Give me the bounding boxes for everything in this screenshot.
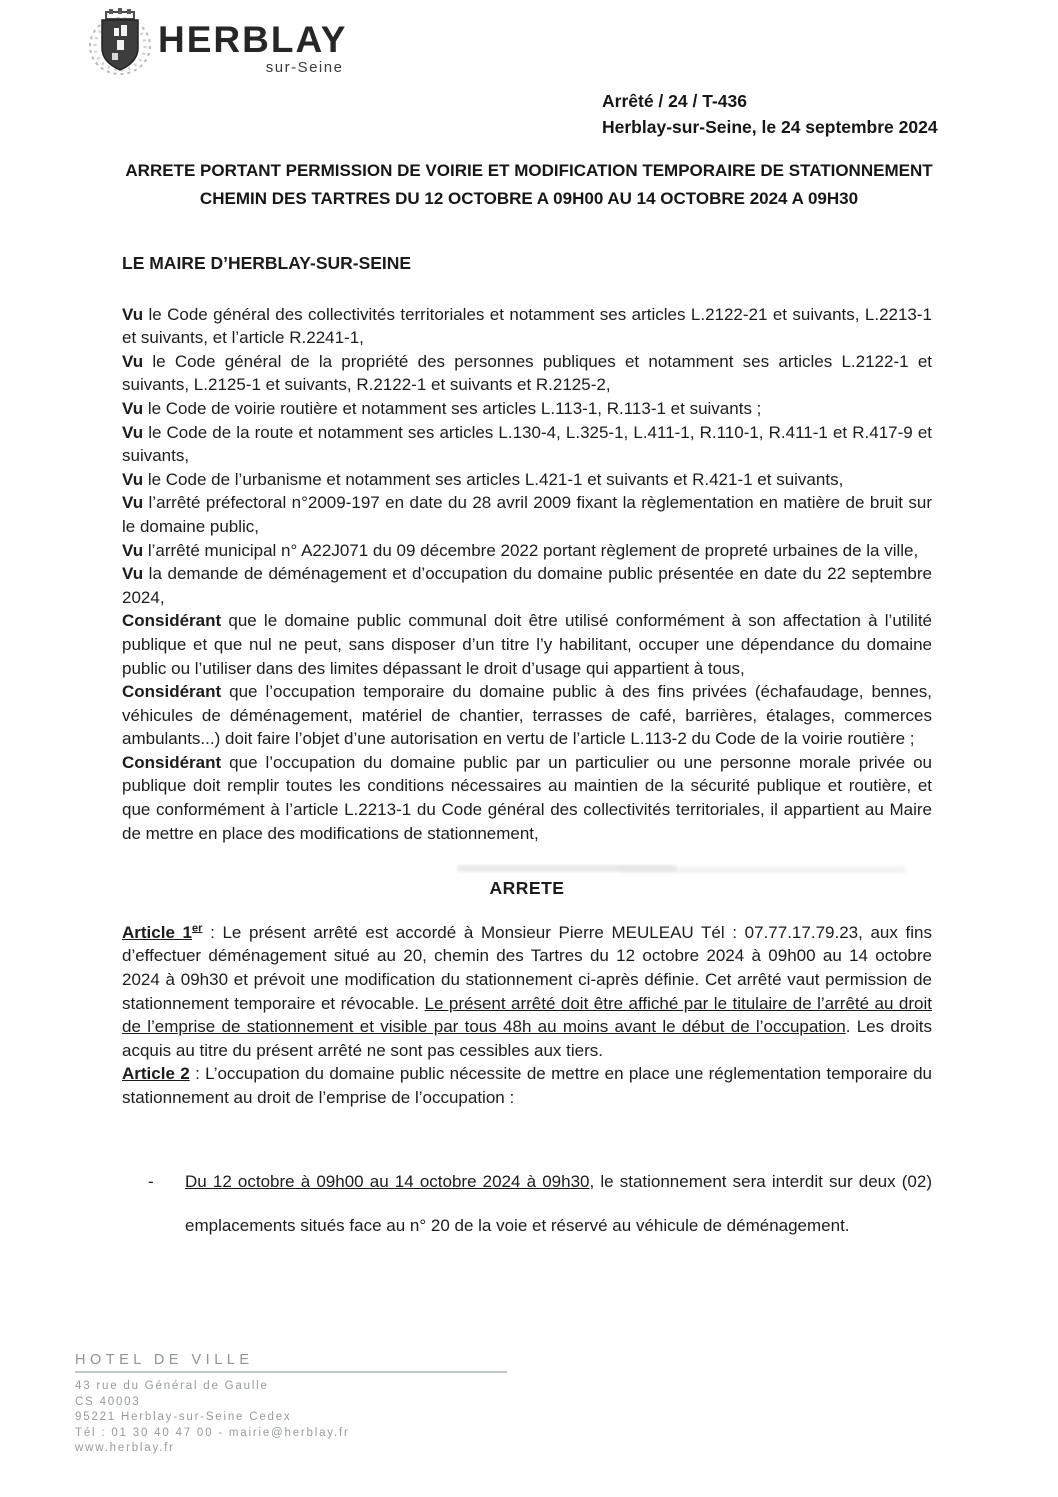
arrete-section (122, 877, 932, 901)
footer-website: www.herblay.fr (75, 1442, 175, 1454)
mayor-heading: LE MAIRE D’HERBLAY-SUR-SEINE (122, 253, 412, 273)
document-body (122, 252, 932, 1248)
document-title (64, 157, 994, 213)
bullet-dash: - (148, 1171, 154, 1191)
recital: Vu la demande de déménagement et d’occupation du domaine public présentée en date du 22 septembre 2024, (122, 564, 932, 607)
recital: Vu le Code de la route et notamment ses articles L.130-4, L.325-1, L.411-1, R.110-1, R.411-1 et R.417-9 et suivants, (122, 422, 932, 466)
scan-artifact (617, 867, 907, 873)
recital: Vu le Code général des collectivités territoriales et notamment ses articles L.2122-21 et suivants, L.2213-1 et suivants, et l’article R.2241-1, (122, 304, 932, 348)
footer-address-line: 43 rue du Général de Gaulle (75, 1380, 269, 1392)
footer-title: HOTEL DE VILLE (75, 1352, 507, 1373)
article-1: Article 1er : Le présent arrêté est accordé à Monsieur Pierre MEULEAU Tél : 07.77.17.79.23, aux fins d’effectuer déménagement situé au 20, chemin des Tartres du 12 octobre 2024 à 09h00 au 14 octobre 2024 à 09h30 et prévoit une modification du stationnement ci-après définie. Cet arrêté vaut permission de stationnement temporaire et révocable. Le présent arrêté doit être affiché par le titulaire de l’arrêté au droit de l’emprise de stationnement et visible par tous 48h au moins avant le début de l’occupation. Les droits acquis au titre du présent arrêté ne sont pas cessibles aux tiers. (122, 922, 932, 1060)
recital: Vu le Code de l’urbanisme et notamment ses articles L.421-1 et suivants et R.421-1 et suivants, (122, 469, 844, 489)
recital: Vu le Code général de la propriété des personnes publiques et notamment ses articles L.2122-1 et suivants, L.2125-1 et suivants, R.2122-1 et suivants et R.2125-2, (122, 351, 932, 395)
recital: Vu l’arrêté municipal n° A22J071 du 09 décembre 2022 portant règlement de propreté urbaines de la ville, (122, 540, 919, 560)
bullet-text: Du 12 octobre à 09h00 au 14 octobre 2024 à 09h30, le stationnement sera interdit sur deux (02) emplacements situés face au n° 20 de la voie et réservé au véhicule de déménagement. (185, 1171, 932, 1235)
footer-address-line: 95221 Herblay-sur-Seine Cedex (75, 1411, 292, 1423)
recital: Vu l’arrêté préfectoral n°2009-197 en date du 28 avril 2009 fixant la règlementation en matière de bruit sur le domaine public, (122, 493, 932, 536)
bullet-item (122, 1160, 932, 1248)
recital: Considérant que l’occupation temporaire du domaine public à des fins privées (échafaudage, bennes, véhicules de déménagement, matériel de chantier, terrasses de café, barrières, étalages, commerces ambulants...) doit faire l’objet d’une autorisation en vertu de l’article L.113-2 du Code de la voirie routière ; (122, 682, 932, 749)
arrete-heading: ARRETE (489, 878, 565, 899)
recital: Considérant que l’occupation du domaine public par un particulier ou une personne morale privée ou publique doit remplir toutes les conditions nécessaires au maintien de la sécurité publique et routière, et que conformément à l’article L.2213-1 du Code général des collectivités territoriales, il appartient au Maire de mettre en place des modifications de stationnement, (122, 752, 932, 843)
place-and-date: Herblay-sur-Seine, le 24 septembre 2024 (602, 117, 938, 137)
logo-subtitle: sur-Seine (265, 59, 344, 76)
town-hall-footer (75, 1352, 507, 1457)
reference-block (602, 88, 938, 140)
arrete-reference: Arrêté / 24 / T-436 (602, 91, 747, 111)
article-2: Article 2 : L’occupation du domaine public nécessite de mettre en place une réglementation temporaire du stationnement au droit de l’emprise de l’occupation : (122, 1064, 932, 1107)
city-logo (88, 8, 347, 78)
document-title-line1: ARRETE PORTANT PERMISSION DE VOIRIE ET MODIFICATION TEMPORAIRE DE STATIONNEMENT (125, 161, 933, 180)
recital: Considérant que le domaine public communal doit être utilisé conformément à son affectation à l’utilité publique et que nul ne peut, sans disposer d’un titre l’y habilitant, occuper une dépendance du domaine public ou l’utiliser dans des limites dépassant le droit d’usage qui appartient à tous, (122, 611, 932, 678)
recital: Vu le Code de voirie routière et notamment ses articles L.113-1, R.113-1 et suivants ; (122, 398, 762, 418)
coat-of-arms-icon (88, 8, 152, 78)
footer-contact-line: Tél : 01 30 40 47 00 - mairie@herblay.fr (75, 1426, 350, 1439)
footer-address-line: CS 40003 (75, 1395, 141, 1408)
logo-wordmark: HERBLAY (158, 19, 348, 60)
document-title-line2: CHEMIN DES TARTRES DU 12 OCTOBRE A 09H00 AU 14 OCTOBRE 2024 A 09H30 (199, 189, 859, 208)
